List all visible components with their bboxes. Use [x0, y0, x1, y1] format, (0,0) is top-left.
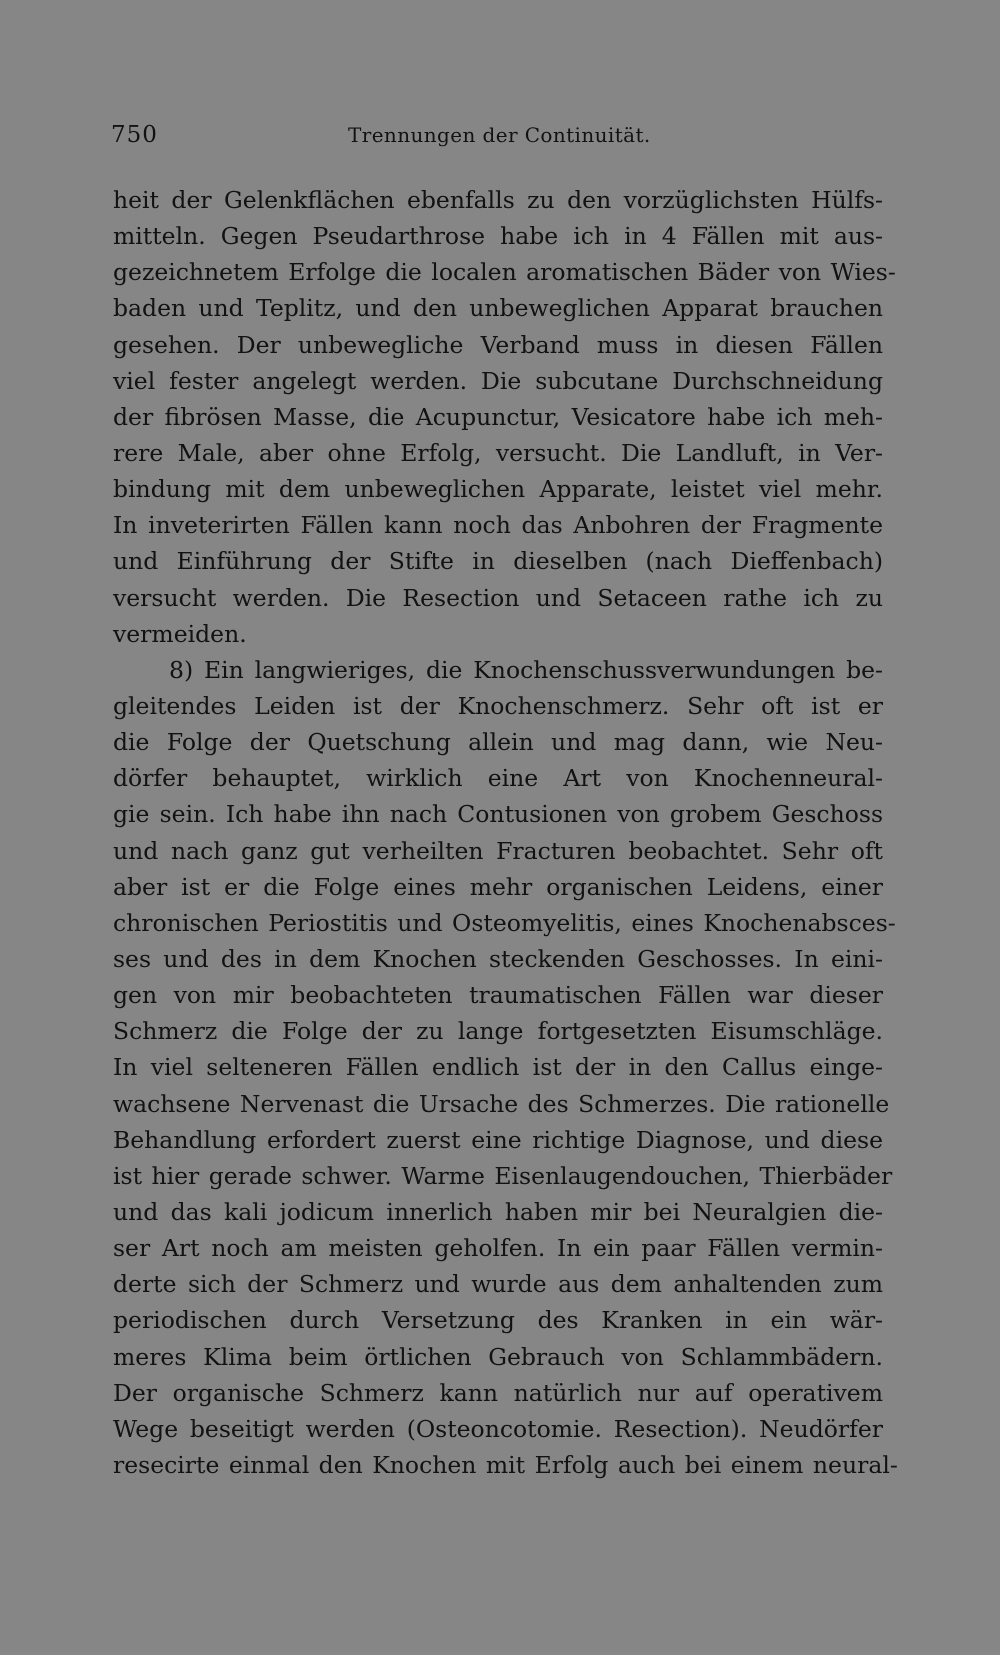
- text-line: ist hier gerade schwer. Warme Eisenlaugendouchen, Thierbäder: [113, 1161, 893, 1190]
- text-line: gie sein. Ich habe ihn nach Contusionen von grobem Geschoss: [113, 800, 883, 829]
- text-line: aber ist er die Folge eines mehr organischen Leidens, einer: [113, 872, 883, 901]
- text-line: gesehen. Der unbewegliche Verband muss in diesen Fällen: [113, 330, 883, 359]
- text-line: mitteln. Gegen Pseudarthrose habe ich in 4 Fällen mit aus-: [113, 222, 883, 251]
- text-line: ser Art noch am meisten geholfen. In ein paar Fällen vermin-: [113, 1234, 883, 1263]
- text-line: baden und Teplitz, und den unbeweglichen Apparat brauchen: [113, 294, 883, 323]
- text-line: versucht werden. Die Resection und Setaceen rathe ich zu: [113, 583, 883, 612]
- page-header: [111, 122, 886, 152]
- text-line: Der organische Schmerz kann natürlich nur auf operativem: [113, 1378, 883, 1407]
- text-line: heit der Gelenkflächen ebenfalls zu den vorzüglichsten Hülfs-: [113, 186, 883, 214]
- text-line: wachsene Nervenast die Ursache des Schmerzes. Die rationelle: [113, 1089, 890, 1118]
- text-line: der fibrösen Masse, die Acupunctur, Vesicatore habe ich meh-: [113, 402, 883, 431]
- text-line: Behandlung erfordert zuerst eine richtige Diagnose, und diese: [113, 1125, 883, 1154]
- text-line: periodischen durch Versetzung des Kranken in ein wär-: [113, 1306, 883, 1335]
- text-line: rere Male, aber ohne Erfolg, versucht. Die Landluft, in Ver-: [113, 438, 883, 467]
- text-line: gezeichnetem Erfolge die localen aromatischen Bäder von Wies-: [113, 258, 896, 287]
- text-line: In inveterirten Fällen kann noch das Anbohren der Fragmente: [113, 511, 883, 540]
- text-line: und nach ganz gut verheilten Fracturen beobachtet. Sehr oft: [113, 836, 883, 865]
- running-title: Trennungen der Continuität.: [348, 123, 651, 147]
- text-line: Schmerz die Folge der zu lange fortgesetzten Eisumschläge.: [113, 1017, 883, 1046]
- text-line: derte sich der Schmerz und wurde aus dem anhaltenden zum: [113, 1270, 883, 1299]
- text-line: und Einführung der Stifte in dieselben (nach Dieffenbach): [113, 547, 883, 576]
- page-number: 750: [111, 122, 158, 148]
- paragraph-start-line: 8) Ein langwieriges, die Knochenschussverwundungen be-: [169, 655, 883, 684]
- text-line: ses und des in dem Knochen steckenden Geschosses. In eini-: [113, 944, 883, 973]
- text-line: meres Klima beim örtlichen Gebrauch von Schlammbädern.: [113, 1342, 883, 1371]
- body-text: [113, 182, 898, 1483]
- text-line: Wege beseitigt werden (Osteoncotomie. Resection). Neudörfer: [113, 1414, 883, 1443]
- text-line: viel fester angelegt werden. Die subcutane Durchschneidung: [113, 366, 883, 395]
- text-line: gleitendes Leiden ist der Knochenschmerz. Sehr oft ist er: [113, 691, 883, 720]
- text-line: In viel selteneren Fällen endlich ist der in den Callus einge-: [113, 1053, 883, 1082]
- text-line: vermeiden.: [113, 619, 247, 648]
- text-line: die Folge der Quetschung allein und mag dann, wie Neu-: [113, 728, 883, 757]
- text-line: resecirte einmal den Knochen mit Erfolg auch bei einem neural-: [113, 1450, 898, 1479]
- text-line: chronischen Periostitis und Osteomyelitis, eines Knochenabsces-: [113, 908, 896, 937]
- text-line: gen von mir beobachteten traumatischen Fällen war dieser: [113, 981, 883, 1010]
- text-line: und das kali jodicum innerlich haben mir bei Neuralgien die-: [113, 1197, 883, 1226]
- text-line: dörfer behauptet, wirklich eine Art von Knochenneural-: [113, 764, 883, 793]
- text-line: bindung mit dem unbeweglichen Apparate, leistet viel mehr.: [113, 475, 883, 504]
